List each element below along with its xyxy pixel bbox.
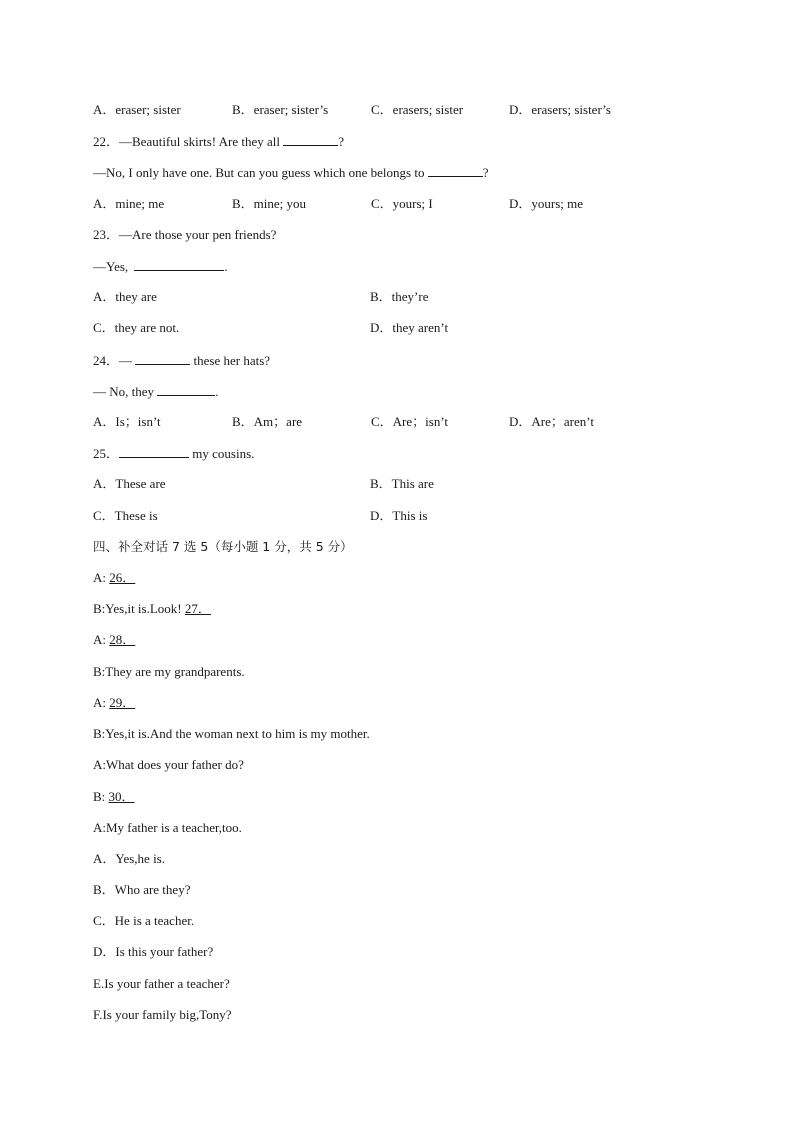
blank-29[interactable]: 29．	[109, 695, 136, 710]
choice-f[interactable]: F.Is your family big,Tony?	[93, 1007, 232, 1022]
blank-28[interactable]: 28．	[109, 632, 136, 647]
q23-option-a[interactable]: A．they are	[93, 289, 157, 304]
q24-option-a[interactable]: A．Is；isn’t	[93, 414, 161, 429]
q21-option-b[interactable]: B．eraser; sister’s	[232, 102, 329, 117]
dialogue-line-9: A:My father is a teacher,too.	[93, 820, 242, 835]
q21-option-d[interactable]: D．erasers; sister’s	[509, 102, 611, 117]
choice-d[interactable]: D．Is this your father?	[93, 944, 214, 959]
q22-blank-1[interactable]	[283, 133, 338, 146]
dialogue-line-5: A: 29．	[93, 695, 136, 710]
dialogue-line-3: A: 28．	[93, 632, 136, 647]
q21-option-a[interactable]: A．eraser; sister	[93, 102, 181, 117]
q24-blank-1[interactable]	[135, 352, 190, 365]
q24-option-c[interactable]: C．Are；isn’t	[371, 414, 449, 429]
q25-option-d[interactable]: D．This is	[370, 508, 428, 523]
choice-a[interactable]: A．Yes,he is.	[93, 851, 165, 866]
q23-stem-line1: 23．—Are those your pen friends?	[93, 227, 277, 242]
q21-option-c[interactable]: C．erasers; sister	[371, 102, 464, 117]
q25-option-c[interactable]: C．These is	[93, 508, 158, 523]
choice-e[interactable]: E.Is your father a teacher?	[93, 976, 230, 991]
choice-c[interactable]: C．He is a teacher.	[93, 913, 195, 928]
q25-option-a[interactable]: A．These are	[93, 476, 166, 491]
dialogue-line-2: B:Yes,it is.Look! 27．	[93, 601, 211, 616]
q24-option-d[interactable]: D．Are；aren’t	[509, 414, 594, 429]
q22-option-c[interactable]: C．yours; I	[371, 196, 433, 211]
q24-stem-line2: — No, they .	[93, 384, 219, 399]
q22-stem-line1: 22．—Beautiful skirts! Are they all ?	[93, 134, 345, 149]
q25-stem: 25． my cousins.	[93, 446, 255, 461]
dialogue-line-6: B:Yes,it is.And the woman next to him is my mother.	[93, 726, 370, 741]
q25-option-b[interactable]: B．This are	[370, 476, 434, 491]
blank-26[interactable]: 26．	[109, 570, 136, 585]
q24-blank-2[interactable]	[157, 383, 215, 396]
q23-option-d[interactable]: D．they aren’t	[370, 320, 449, 335]
q25-blank[interactable]	[119, 445, 189, 458]
dialogue-line-8: B: 30．	[93, 789, 135, 804]
choice-b[interactable]: B．Who are they?	[93, 882, 191, 897]
dialogue-line-7: A:What does your father do?	[93, 757, 244, 772]
blank-30[interactable]: 30．	[108, 789, 135, 804]
q24-option-b[interactable]: B．Am；are	[232, 414, 303, 429]
q23-stem-line2: —Yes, .	[93, 259, 228, 274]
q23-blank[interactable]	[134, 258, 224, 271]
q22-option-b[interactable]: B．mine; you	[232, 196, 307, 211]
dialogue-line-4: B:They are my grandparents.	[93, 664, 245, 679]
q22-option-d[interactable]: D．yours; me	[509, 196, 584, 211]
dialogue-line-1: A: 26．	[93, 570, 136, 585]
q22-option-a[interactable]: A．mine; me	[93, 196, 165, 211]
q22-stem-line2: —No, I only have one. But can you guess which one belongs to ?	[93, 165, 489, 180]
q23-option-b[interactable]: B．they’re	[370, 289, 429, 304]
blank-27[interactable]: 27．	[184, 601, 211, 616]
section4-heading: 四、补全对话 7 选 5（每小题 1 分，共 5 分）	[93, 539, 353, 554]
q22-blank-2[interactable]	[428, 164, 483, 177]
q23-option-c[interactable]: C．they are not.	[93, 320, 180, 335]
q24-stem-line1: 24．— these her hats?	[93, 353, 271, 368]
